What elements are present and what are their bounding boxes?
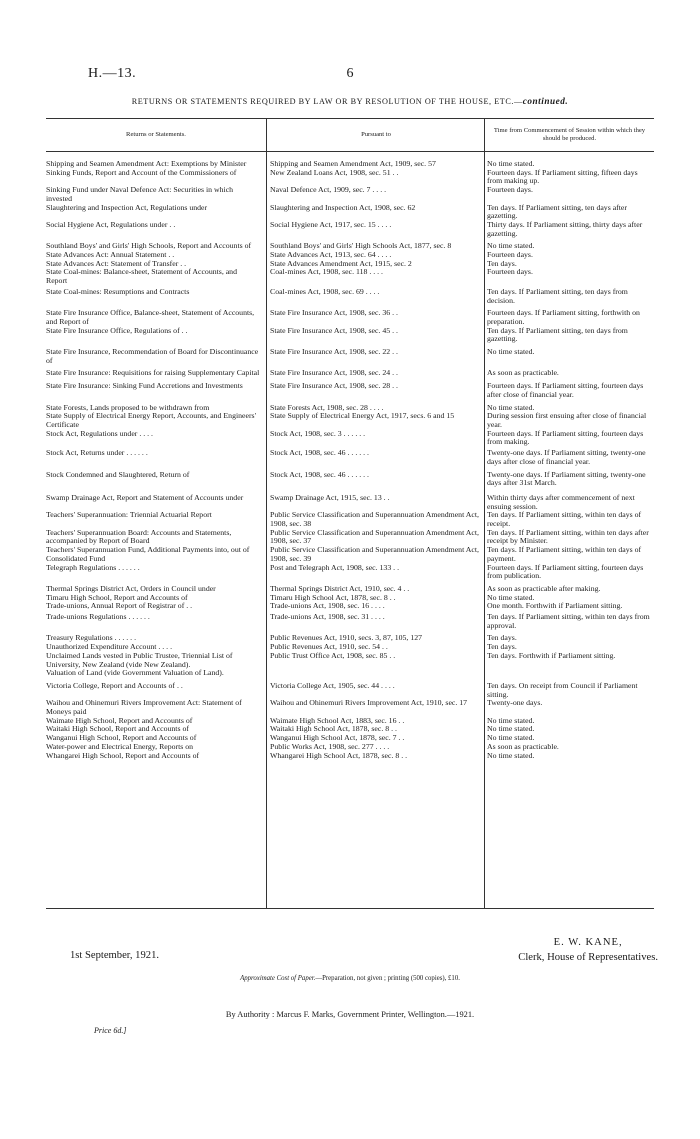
pursuant-cell: Post and Telegraph Act, 1908, sec. 133 . .	[270, 562, 400, 572]
pursuant-cell: Timaru High School Act, 1878, sec. 8 . .	[270, 592, 396, 602]
pursuant-cell: Social Hygiene Act, 1917, sec. 15 . . . .	[270, 219, 392, 229]
return-cell: Whangarei High School, Report and Accounts of	[46, 750, 200, 760]
signatory-position: Clerk, House of Representatives.	[518, 952, 658, 963]
table-row	[46, 682, 654, 699]
time-cell: Ten days.	[487, 258, 517, 268]
time-cell: No time stated.	[487, 750, 535, 760]
pursuant-cell: State Forests Act, 1908, sec. 28 . . . .	[270, 402, 384, 412]
return-cell: Wanganui High School, Report and Accounts of	[46, 733, 197, 743]
time-cell: Fourteen days.	[487, 185, 533, 195]
time-cell: No time stated.	[487, 592, 535, 602]
return-cell: Slaughtering and Inspection Act, Regulations under	[46, 202, 208, 212]
table-row	[46, 348, 654, 365]
pursuant-cell: Public Service Classification and Superannuation Amendment Act, 1908, sec. 38	[270, 510, 479, 529]
return-cell: Water-power and Electrical Energy, Reports on	[46, 741, 194, 751]
table-row	[46, 169, 654, 186]
table-row	[46, 288, 654, 305]
pursuant-cell: Stock Act, 1908, sec. 46 . . . . . .	[270, 448, 369, 458]
pursuant-cell: State Fire Insurance Act, 1908, sec. 36 . .	[270, 308, 398, 318]
pursuant-cell: Southland Boys' and Girls' High Schools Act, 1877, sec. 8	[270, 241, 452, 251]
table-header	[46, 118, 654, 152]
table-row	[46, 699, 654, 716]
return-cell: Thermal Springs District Act, Orders in Council under	[46, 583, 216, 593]
table-row	[46, 511, 654, 528]
time-cell: Twenty-one days. If Parliament sitting, twenty-one days after close of financial year.	[487, 448, 646, 466]
pursuant-cell: State Fire Insurance Act, 1908, sec. 45 . .	[270, 325, 398, 335]
time-cell	[484, 669, 654, 678]
return-cell: Social Hygiene Act, Regulations under . .	[46, 219, 176, 229]
table-row	[46, 382, 654, 399]
column-header-returns: Returns or Statements.	[126, 131, 186, 139]
return-cell: Sinking Fund under Naval Defence Act: Securities in which invested	[46, 185, 234, 203]
price-note: Price 6d.]	[94, 1026, 127, 1035]
time-cell: Fourteen days.	[487, 267, 533, 277]
pursuant-cell: Trade-unions Act, 1908, sec. 16 . . . .	[270, 601, 385, 611]
time-cell: Within thirty days after commencement of next ensuing session.	[487, 492, 635, 511]
time-cell: No time stated.	[487, 159, 535, 168]
return-cell: Telegraph Regulations . . . . . .	[46, 562, 140, 572]
pursuant-cell: Swamp Drainage Act, 1915, sec. 13 . .	[270, 492, 390, 502]
return-cell: Trade-unions, Annual Report of Registrar of . .	[46, 601, 193, 611]
time-cell: Fourteen days. If Parliament sitting, fourteen days after close of financial year.	[487, 381, 644, 399]
return-cell: Trade-unions Regulations . . . . . .	[46, 612, 150, 622]
return-cell: Unauthorized Expenditure Account . . . .	[46, 642, 173, 652]
pursuant-cell: Coal-mines Act, 1908, sec. 69 . . . .	[270, 286, 380, 296]
return-cell: Teachers' Superannuation Fund, Additional Payments into, out of Consolidated Fund	[46, 545, 250, 563]
page-header	[88, 66, 612, 82]
table-row	[46, 268, 654, 285]
return-cell: University, New Zealand (vide New Zealand).	[46, 659, 191, 669]
return-cell: Unclaimed Lands vested in Public Trustee, Triennial List of	[46, 650, 233, 660]
time-cell: As soon as practicable.	[487, 741, 559, 751]
cost-label: Approximate Cost of Paper.	[240, 975, 316, 982]
time-cell	[484, 661, 654, 670]
return-cell: Victoria College, Report and Accounts of . .	[46, 680, 183, 690]
pursuant-cell: Public Revenues Act, 1910, sec. 54 . .	[270, 642, 388, 652]
cost-note	[0, 975, 700, 982]
pursuant-cell: Wanganui High School Act, 1878, sec. 7 . .	[270, 733, 405, 743]
table-row	[46, 564, 654, 581]
signature-block	[518, 935, 658, 965]
return-cell: State Coal-mines: Resumptions and Contracts	[46, 286, 190, 296]
time-cell: Fourteen days. If Parliament sitting, fifteen days from making up.	[487, 167, 638, 186]
document-reference: H.—13.	[88, 66, 137, 81]
time-cell: Twenty-one days.	[487, 698, 543, 708]
pursuant-cell: Public Service Classification and Superannuation Amendment Act, 1908, sec. 39	[270, 545, 479, 563]
pursuant-cell: Trade-unions Act, 1908, sec. 31 . . . .	[270, 612, 385, 622]
return-cell: Stock Act, Returns under . . . . . .	[46, 448, 148, 458]
table-row	[46, 529, 654, 546]
return-cell: Waimate High School, Report and Accounts of	[46, 715, 193, 725]
time-cell: No time stated.	[487, 724, 535, 734]
table-row	[46, 204, 654, 221]
return-cell: Sinking Funds, Report and Account of the Commissioners of	[46, 167, 237, 177]
pursuant-cell: Victoria College Act, 1905, sec. 44 . . . .	[270, 680, 395, 690]
table-row	[46, 752, 654, 761]
pursuant-cell	[266, 661, 484, 670]
time-cell: Ten days. If Parliament sitting, within ten days after receipt by Minister.	[487, 527, 649, 546]
table-bottom-rule	[46, 908, 654, 909]
pursuant-cell: Public Trust Office Act, 1908, sec. 85 . .	[270, 650, 396, 660]
pursuant-cell	[266, 669, 484, 678]
table-row	[46, 309, 654, 326]
time-cell: Fourteen days. If Parliament sitting, fourteen days from making.	[487, 428, 644, 447]
return-cell: Stock Act, Regulations under . . . .	[46, 428, 153, 438]
table-row	[46, 412, 654, 429]
time-cell: One month. Forthwith if Parliament sitting.	[487, 601, 623, 611]
time-cell: No time stated.	[487, 402, 535, 412]
time-cell: Ten days.	[487, 642, 517, 652]
return-cell: State Fire Insurance Office, Balance-sheet, Statement of Accounts, and Report of	[46, 308, 255, 326]
return-cell: Valuation of Land (vide Government Valuation of Land).	[46, 668, 224, 678]
return-cell: Waihou and Ohinemuri Rivers Improvement Act: Statement of Moneys paid	[46, 698, 242, 717]
return-cell: Treasury Regulations . . . . . .	[46, 633, 137, 643]
column-header-time: Time from Commencement of Session within which they should be produced.	[484, 119, 654, 151]
return-cell: Waitaki High School, Report and Accounts of	[46, 724, 189, 734]
table-row	[46, 494, 654, 511]
pursuant-cell: Waimate High School Act, 1883, sec. 16 . .	[270, 715, 405, 725]
authority-line: By Authority : Marcus F. Marks, Government Printer, Wellington.—1921.	[225, 1010, 475, 1019]
pursuant-cell: Slaughtering and Inspection Act, 1908, sec. 62	[270, 202, 416, 212]
time-cell: No time stated.	[487, 347, 535, 357]
return-cell: Timaru High School, Report and Accounts of	[46, 592, 188, 602]
time-cell: Thirty days. If Parliament sitting, thirty days after gazetting.	[487, 219, 643, 238]
pursuant-cell: State Advances Act, 1913, sec. 64 . . . .	[270, 250, 392, 260]
pursuant-cell: Waihou and Ohinemuri Rivers Improvement Act, 1910, sec. 17	[270, 698, 468, 708]
return-cell: State Fire Insurance: Sinking Fund Accretions and Investments	[46, 381, 243, 391]
signatory-name: E. W. KANE,	[553, 937, 623, 948]
time-cell: Ten days.	[487, 633, 517, 643]
table-row	[46, 546, 654, 563]
pursuant-cell: Stock Act, 1908, sec. 3 . . . . . .	[270, 428, 366, 438]
time-cell: Ten days. If Parliament sitting, within ten days of payment.	[487, 545, 642, 563]
time-cell: Ten days. Forthwith if Parliament sitting.	[487, 650, 616, 660]
time-cell: Fourteen days. If Parliament sitting, forthwith on preparation.	[487, 308, 640, 326]
time-cell: Ten days. If Parliament sitting, within ten days of receipt.	[487, 510, 642, 529]
table-row	[46, 669, 654, 678]
pursuant-cell: State Fire Insurance Act, 1908, sec. 28 . .	[270, 381, 398, 391]
return-cell: Shipping and Seamen Amendment Act: Exemptions by Minister	[46, 159, 247, 168]
table-row	[46, 327, 654, 344]
time-cell: No time stated.	[487, 241, 535, 251]
table-row	[46, 221, 654, 238]
time-cell: During session first ensuing after close of financial year.	[487, 411, 647, 429]
pursuant-cell: State Supply of Electrical Energy Act, 1917, secs. 6 and 15	[270, 411, 455, 421]
pursuant-cell: Public Service Classification and Superannuation Amendment Act, 1908, sec. 37	[270, 527, 479, 546]
date-line: 1st September, 1921.	[70, 950, 160, 961]
return-cell: State Advances Act: Statement of Transfer . .	[46, 258, 187, 268]
return-cell: State Fire Insurance Office, Regulations of . .	[46, 325, 188, 335]
return-cell: Swamp Drainage Act, Report and Statement of Accounts under	[46, 492, 244, 502]
pursuant-cell: Thermal Springs District Act, 1910, sec. 4 . .	[270, 583, 410, 593]
title-main: RETURNS OR STATEMENTS REQUIRED BY LAW OR BY RESOLUTION OF THE HOUSE, ETC.—	[131, 97, 523, 106]
pursuant-cell: Public Works Act, 1908, sec. 277 . . . .	[270, 741, 390, 751]
pursuant-cell: Stock Act, 1908, sec. 46 . . . . . .	[270, 469, 369, 479]
pursuant-cell: State Fire Insurance Act, 1908, sec. 24 . .	[270, 368, 398, 378]
time-cell: No time stated.	[487, 733, 535, 743]
time-cell: Ten days. If Parliament sitting, within ten days from approval.	[487, 612, 650, 630]
cost-text: —Preparation, not given ; printing (500 copies), £10.	[315, 975, 460, 982]
pursuant-cell: State Advances Amendment Act, 1915, sec. 2	[270, 258, 412, 268]
table-row	[46, 430, 654, 447]
table-row	[46, 602, 654, 611]
return-cell: State Supply of Electrical Energy Report, Accounts, and Engineers' Certificate	[46, 411, 256, 429]
time-cell: Ten days. If Parliament sitting, ten days from gazetting.	[487, 325, 628, 344]
table-body	[46, 152, 654, 909]
time-cell: Fourteen days.	[487, 250, 533, 260]
table-row	[46, 613, 654, 630]
time-cell: As soon as practicable after making.	[487, 583, 601, 593]
return-cell: State Fire Insurance: Requisitions for raising Supplementary Capital	[46, 368, 260, 378]
return-cell: State Fire Insurance, Recommendation of Board for Discontinuance of	[46, 347, 259, 365]
return-cell: Stock Condemned and Slaughtered, Return of	[46, 469, 190, 479]
title-suffix: continued.	[522, 96, 569, 106]
pursuant-cell: Coal-mines Act, 1908, sec. 118 . . . .	[270, 267, 383, 277]
time-cell: Ten days. If Parliament sitting, ten days from decision.	[487, 286, 628, 305]
page-number: 6	[346, 66, 354, 81]
table-row	[46, 369, 654, 378]
return-cell: Teachers' Superannuation Board: Accounts and Statements, accompanied by Report of Board	[46, 527, 232, 546]
time-cell: As soon as practicable.	[487, 368, 559, 378]
return-cell: State Coal-mines: Balance-sheet, Statement of Accounts, and Report	[46, 267, 237, 286]
pursuant-cell: Shipping and Seamen Amendment Act, 1909, sec. 57	[270, 159, 436, 168]
pursuant-cell: State Fire Insurance Act, 1908, sec. 22 . .	[270, 347, 398, 357]
return-cell: Southland Boys' and Girls' High Schools, Report and Accounts of	[46, 241, 252, 251]
pursuant-cell: Public Revenues Act, 1910, secs. 3, 87, 105, 127	[270, 633, 423, 643]
time-cell: Ten days. If Parliament sitting, ten days after gazetting.	[487, 202, 627, 221]
pursuant-cell: New Zealand Loans Act, 1908, sec. 51 . .	[270, 167, 399, 177]
pursuant-cell: Whangarei High School Act, 1878, sec. 8 . .	[270, 750, 408, 760]
returns-table	[46, 118, 654, 909]
pursuant-cell: Naval Defence Act, 1909, sec. 7 . . . .	[270, 185, 387, 195]
time-cell: Ten days. On receipt from Council if Parliament sitting.	[487, 680, 638, 699]
table-row	[46, 449, 654, 466]
column-header-pursuant: Pursuant to	[266, 119, 485, 151]
return-cell: State Forests, Lands proposed to be withdrawn from	[46, 402, 210, 412]
time-cell: Fourteen days. If Parliament sitting, fourteen days from publication.	[487, 562, 644, 581]
pursuant-cell: Waitaki High School Act, 1878, sec. 8 . .	[270, 724, 397, 734]
return-cell: State Advances Act: Annual Statement . .	[46, 250, 175, 260]
document-title	[40, 96, 660, 106]
return-cell: Teachers' Superannuation: Triennial Actuarial Report	[46, 510, 212, 520]
table-row	[46, 471, 654, 488]
table-rows	[46, 160, 654, 760]
time-cell: Twenty-one days. If Parliament sitting, twenty-one days after 31st March.	[487, 469, 646, 488]
time-cell: No time stated.	[487, 715, 535, 725]
table-row	[46, 186, 654, 203]
